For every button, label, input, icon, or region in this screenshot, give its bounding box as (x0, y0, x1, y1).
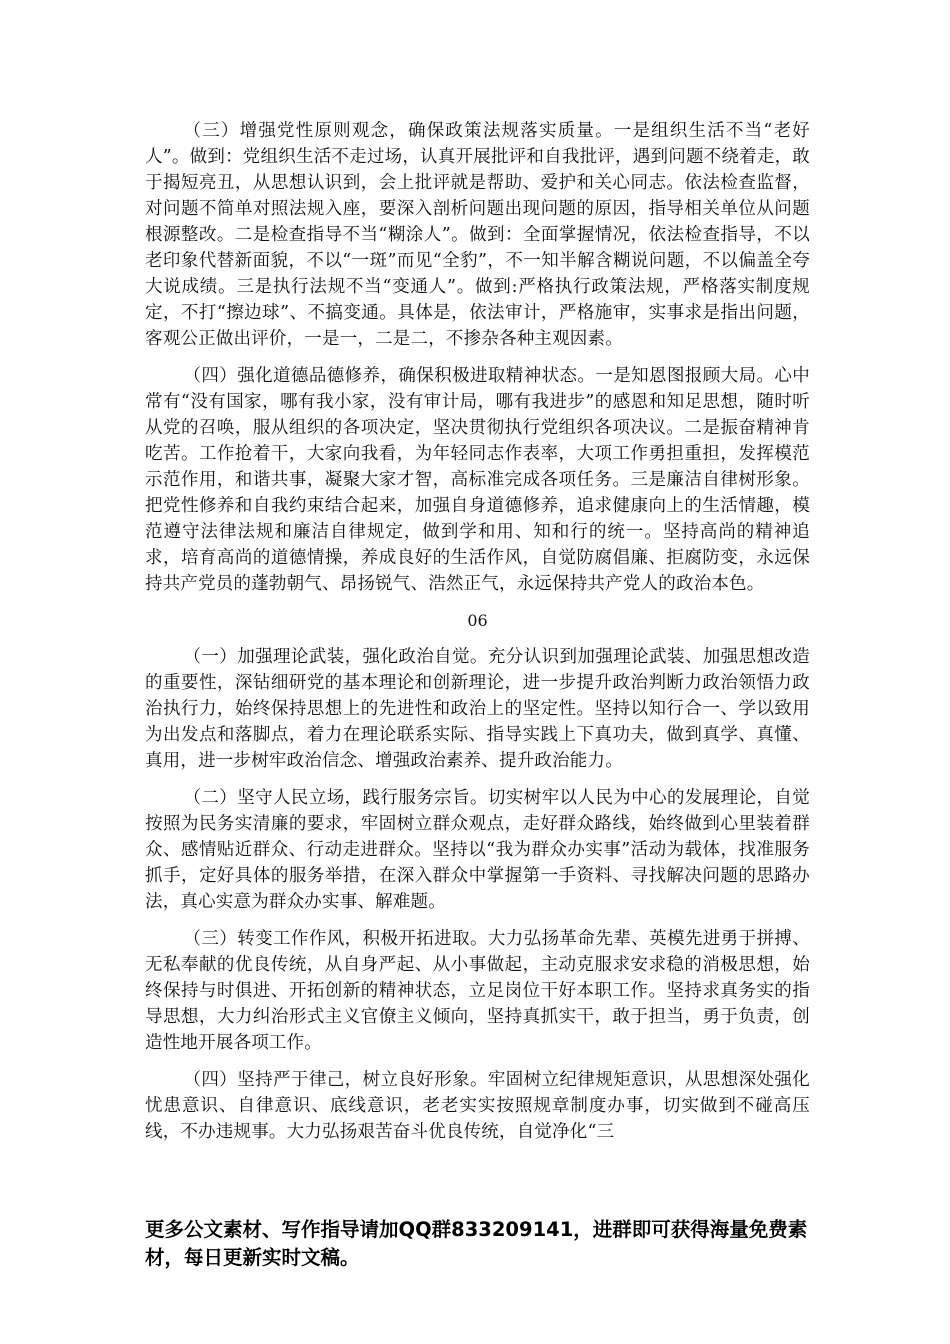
paragraph: （四）坚持严于律己，树立良好形象。牢固树立纪律规矩意识，从思想深处强化忧患意识、自律意识、底线意识，老老实实按照规章制度办事，切实做到不碰高压线，不办违规事。大力弘扬艰苦奋斗优良传统，自觉净化“三 (145, 1070, 810, 1142)
paragraph: （一）加强理论武装，强化政治自觉。充分认识到加强理论武装、加强思想改造的重要性，深钻细研党的基本理论和创新理论，进一步提升政治判断力政治领悟力政治执行力，始终保持思想上的先进性和政治上的坚定性。坚持以知行合一、学以致用为出发点和落脚点，着力在理论联系实际、指导实践上下真功夫，做到真学、真懂、真用，进一步树牢政治信念、增强政治素养、提升政治能力。 (145, 647, 810, 771)
paragraph: （四）强化道德品德修养，确保积极进取精神状态。一是知恩图报顾大局。心中常有“没有国家，哪有我小家，没有审计局，哪有我进步”的感恩和知足思想，随时听从党的召唤，服从组织的各项决定，坚决贯彻执行党组织各项决议。二是振奋精神肯吃苦。工作抢着干，大家向我看，为年轻同志作表率，大项工作勇担重担，发挥模范示范作用，和谐共事，凝聚大家才智，高标准完成各项任务。三是廉洁自律树形象。把党性修养和自我约束结合起来，加强自身道德修养，追求健康向上的生活情趣，模范遵守法律法规和廉洁自律规定，做到学和用、知和行的统一。坚持高尚的精神追求，培育高尚的道德情操，养成良好的生活作风，自觉防腐倡廉、拒腐防变，永远保持共产党员的蓬勃朝气、昂扬锐气、浩然正气，永远保持共产党人的政治本色。 (145, 366, 810, 594)
footer-promo-text: 更多公文素材、写作指导请加QQ群833209141，进群即可获得海量免费素材，每日更新实时文稿。 (145, 1218, 808, 1269)
document-body (145, 118, 810, 1156)
paragraph: （三）增强党性原则观念，确保政策法规落实质量。一是组织生活不当“老好人”。做到：党组织生活不走过场，认真开展批评和自我批评，遇到问题不绕着走，敢于揭短亮丑，从思想认识到，会上批评就是帮助、爱护和关心同志。依法检查监督，对问题不简单对照法规入座，要深入剖析问题出现问题的原因，指导相关单位从问题根源整改。二是检查指导不当“糊涂人”。做到：全面掌握情况，依法检查指导，不以老印象代替新面貌，不以“一斑”而见“全豹”，不一知半解含糊说问题，不以偏盖全夸大说成绩。三是执行法规不当“变通人”。做到:严格执行政策法规，严格落实制度规定，不打“擦边球”、不搞变通。具体是，依法审计，严格施审，实事求是指出问题，客观公正做出评价，一是一，二是二，不掺杂各种主观因素。 (145, 121, 810, 349)
paragraph: （二）坚守人民立场，践行服务宗旨。切实树牢以人民为中心的发展理论，自觉按照为民务实清廉的要求，牢固树立群众观点，走好群众路线，始终做到心里装着群众、感情贴近群众、行动走进群众。坚持以“我为群众办实事”活动为载体，找准服务抓手，定好具体的服务举措，在深入群众中掌握第一手资料、寻找解决问题的思路办法，真心实意为群众办实事、解难题。 (145, 788, 810, 912)
section-number: 06 (467, 611, 488, 630)
paragraph: （三）转变工作作风，积极开拓进取。大力弘扬革命先辈、英模先进勇于拼搏、无私奉献的优良传统，从自身严起、从小事做起，主动克服求安求稳的消极思想，始终保持与时俱进、开拓创新的精神状态，立足岗位干好本职工作。坚持求真务实的指导思想，大力纠治形式主义官僚主义倾向，坚持真抓实干，敢于担当，勇于负责，创造性地开展各项工作。 (145, 929, 810, 1053)
